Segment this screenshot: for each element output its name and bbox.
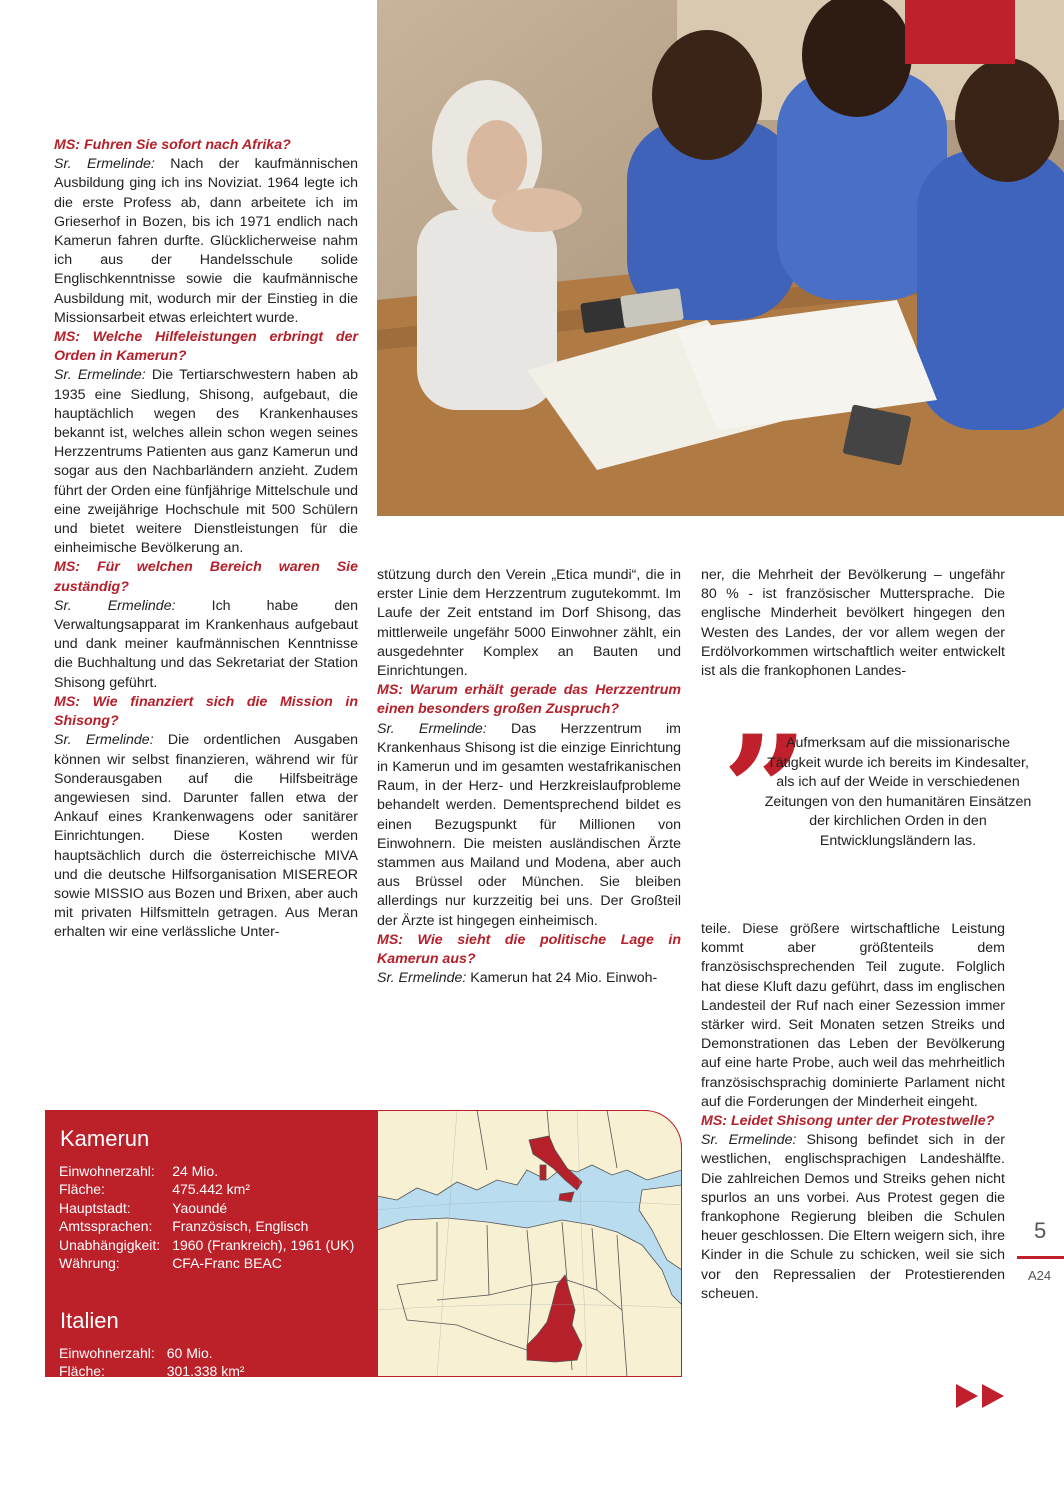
interview-question: MS: Für welchen Bereich waren Sie zuständig? (54, 559, 358, 595)
interview-answer (54, 366, 358, 558)
fact-value: Yaoundé (172, 1199, 228, 1216)
answer-text: ner, die Mehrheit der Bevölkerung – ungefähr 80 % - ist französischer Muttersprache. Die englische Minderheit bevölkert hingegen den Westen des Landes, der vor allem wegen der Erdölvorkommen wirtschaftlich weiter entwickelt ist als die frankophonen Landes- (701, 567, 1005, 680)
speaker-label: Sr. Ermelinde: (377, 970, 467, 987)
fact-row (59, 1344, 245, 1362)
quote-mark-icon: ” (722, 703, 809, 879)
country-facts-italien (59, 1344, 245, 1381)
interview-question: MS: Leidet Shisong unter der Protestwelle? (701, 1113, 995, 1130)
fact-row (59, 1362, 245, 1380)
pull-quote: Aufmerksam auf die missionarische Tätigkeit wurde ich bereits im Kindesalter, als ich auf der Weide in verschiedenen Zeitungen von den humanitären Einsätzen der kirchlichen Orden in den Entwicklungsländern las. (764, 735, 1032, 849)
answer-text: Das Herzzentrum im Krankenhaus Shisong ist die einzige Einrichtung in Kamerun und im gesamten westafrikanischen Raum, in der Herz- und Herzkreislaufprobleme behandelt werden. Dementsprechend bildet es einen Bezugspunkt für Millionen von Einwohnern. Die meisten ausländischen Ärzte stammen aus Mailand und Modena, aber auch aus Brüssel oder München. Sie bleiben allerdings nur kurzzeitig bei uns. Der Großteil der Ärzte ist hingegen einheimisch. (377, 720, 682, 929)
fact-label: Fläche: (59, 1363, 105, 1380)
interview-answer (54, 731, 358, 942)
fact-value: 24 Mio. (172, 1163, 219, 1179)
country-title-kamerun: Kamerun (60, 1126, 150, 1151)
interview-question: MS: Wie sieht die politische Lage in Kamerun aus? (377, 931, 681, 968)
fact-row (59, 1180, 354, 1198)
speaker-label: Sr. Ermelinde: (54, 732, 154, 749)
interview-answer (54, 597, 358, 693)
country-title-italien: Italien (60, 1308, 119, 1333)
corner-tab (905, 0, 1015, 64)
answer-text: Nach der kaufmännischen Ausbildung ging ich ins Noviziat. 1964 legte ich die erste Profess ab, dann arbeitete ich im Grieserhof in Bozen, bis ich 1971 endlich nach Kamerun fahren durfte. Glücklicherweise nahm ich aus der Handelsschule solide Englischkenntnisse sowie die kaufmännische Ausbildung mit, wodurch mir der Einstieg in die Missionsarbeit etwas erleichtert wurde. (54, 156, 358, 326)
page-code: A24 (1028, 1268, 1052, 1283)
fact-label: Währung: (59, 1255, 120, 1272)
photo-nun-with-students (377, 0, 1064, 516)
page-number-divider (1017, 1256, 1064, 1259)
speaker-label: Sr. Ermelinde: (54, 156, 155, 173)
interview-question: MS: Wie finanziert sich die Mission in Shisong? (54, 693, 358, 730)
interview-question: MS: Fuhren Sie sofort nach Afrika? (54, 137, 291, 153)
article-column-3-top (701, 566, 1005, 681)
interview-answer (54, 155, 358, 328)
country-info-box (45, 1110, 378, 1380)
answer-text: Shisong befindet sich in der westlichen, englischsprachigen Landeshälfte. Die zahlreichen Demos und Streiks gehen nicht spurlos an uns vorbei. Aus Protest gegen die frankophone Regierung bleiben die Schulen heuer geschlossen. Die Eltern weigern sich, ihre Kinder in die Schule zu schicken, weil sie sich vor den Repressalien der Protestierenden scheuen. (701, 1132, 1006, 1302)
answer-text: Die ordentlichen Ausgaben können wir selbst finanzieren, während wir für Sonderausgaben auf die Hilfsbeiträge angewiesen sind. Darunter fallen etwa der Ankauf eines Krankenwagens oder sanitärer Einrichtungen. Diese Kosten werden hauptsächlich durch die österreichische MIVA und die deutsche Hilfsorganisation MISEREOR sowie MISSIO aus Bozen und Brixen, aber auch mit privaten Hilfsmitteln getragen. Aus Meran erhalten wir eine verlässliche Unter- (54, 732, 358, 941)
answer-text: stützung durch den Verein „Etica mundi“, die in erster Linie dem Herzzentrum zugutekommt. Im Laufe der Zeit entstand im Dorf Shisong, das mittlerweile ungefähr 5000 Einwohner zählt, ein ausgedehnter Komplex an Bauten und Einrichtungen. (377, 567, 681, 680)
fact-label: Einwohnerzahl: (59, 1345, 155, 1361)
article-column-2 (377, 566, 681, 988)
fact-row (59, 1162, 354, 1180)
speaker-label: Sr. Ermelinde: (701, 1132, 797, 1149)
fact-label: Einwohnerzahl: (59, 1163, 155, 1179)
fact-value: 301.338 km² (166, 1363, 245, 1380)
answer-text: teile. Diese größere wirtschaftliche Leistung kommt aber größtenteils dem französischsprechenden Teil zugute. Folglich hat diese Kluft dazu geführt, dass im englischen Landesteil der Ruf nach einer Sezession immer stärker wird. Seit Monaten setzen Streiks und Demonstrationen das Leben der Bevölkerung auf eine harte Probe, auch weil das mehrheitlich französischsprachig dominierte Parlament nicht auf die Forderungen der Minderheit eingeht. (701, 921, 1005, 1110)
answer-text: Die Tertiarschwestern haben ab 1935 eine Siedlung, Shisong, aufgebaut, die hauptächlich wegen des Krankenhauses bekannt ist, welches allein schon wegen seines Herzzentrums Patienten aus ganz Kamerun und sogar aus den Nachbarländern anzieht. Zudem führt der Orden eine fünfjährige Mittelschule und eine zweijährige Hochschule mit 500 Schülern und bietet weitere Dienstleistungen für die einheimische Bevölkerung an. (54, 367, 359, 557)
interview-answer (701, 1131, 1005, 1304)
interview-answer (377, 566, 681, 681)
fact-row (59, 1217, 354, 1235)
interview-answer (701, 566, 1005, 681)
speaker-label: Sr. Ermelinde: (54, 597, 176, 614)
speaker-label: Sr. Ermelinde: (377, 720, 487, 737)
speaker-label: Sr. Ermelinde: (54, 367, 146, 384)
fact-label: Fläche: (59, 1181, 105, 1198)
fact-row (59, 1199, 354, 1217)
interview-answer (377, 720, 681, 931)
fact-value: CFA-Franc BEAC (172, 1255, 282, 1272)
fact-value: Französisch, Englisch (172, 1218, 309, 1235)
interview-answer (377, 969, 681, 988)
article-column-3-bottom (701, 920, 1005, 1304)
next-page-arrows-icon[interactable] (956, 1384, 1006, 1408)
map-africa-europe (377, 1110, 682, 1377)
answer-text: Kamerun hat 24 Mio. Einwoh- (466, 970, 658, 987)
answer-text: Ich habe den Verwaltungsapparat im Krankenhaus aufgebaut und dank meiner kaufmännischen Kenntnisse die Buchhaltung und das Sekretariat der Station Shisong geführt. (54, 597, 359, 691)
interview-question: MS: Warum erhält gerade das Herzzentrum einen besonders großen Zuspruch? (377, 682, 681, 718)
fact-label: Hauptstadt: (59, 1199, 131, 1216)
article-column-1 (54, 136, 358, 943)
fact-value: 1960 (Frankreich), 1961 (UK) (172, 1236, 355, 1253)
fact-label: Amtssprachen: (59, 1218, 153, 1235)
page-number: 5 (1034, 1218, 1047, 1243)
interview-answer (701, 920, 1005, 1112)
fact-row (59, 1254, 354, 1272)
fact-value: 60 Mio. (166, 1345, 213, 1361)
fact-value: 475.442 km² (172, 1181, 251, 1198)
fact-label: Unabhängigkeit: (59, 1236, 161, 1253)
country-facts-kamerun (59, 1162, 354, 1272)
interview-question: MS: Welche Hilfeleistungen erbringt der Orden in Kamerun? (54, 329, 358, 365)
fact-row (59, 1236, 354, 1254)
